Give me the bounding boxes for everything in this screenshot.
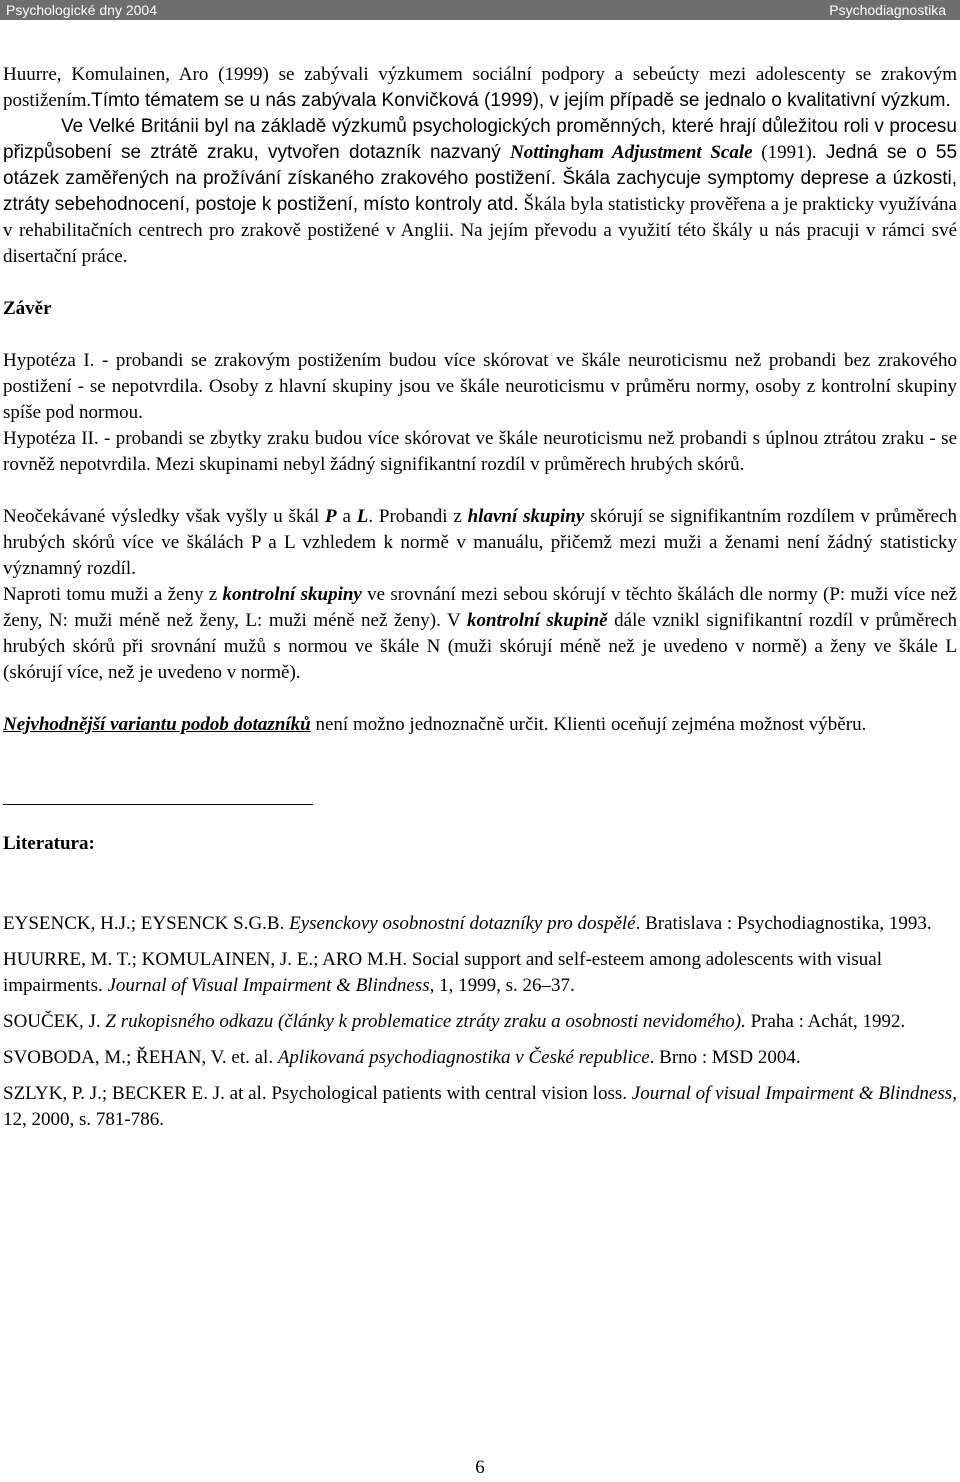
hypothesis-1: Hypotéza I. - probandi se zrakovým postižením budou více skórovat ve škále neuroticismu než probandi bez zrakového postižení - se nepotvrdila. Osoby z hlavní skupiny jsou ve škále neuroticismu v průměru normy, osoby z kontrolní skupiny spíše pod normou. (3, 350, 957, 423)
conclusion-heading: Závěr (3, 298, 52, 319)
intro-paragraph-1: Huurre, Komulainen, Aro (1999) se zabývali výzkumem sociální podpory a sebeúcty mezi adolescenty se zrakovým postižením.Tímto tématem se u nás zabývala Konvičková (1999), v jejím případě se jednalo o kvalitativní výzkum. (3, 64, 957, 111)
page-content (3, 62, 957, 1143)
reference-item: SZLYK, P. J.; BECKER E. J. at al. Psychological patients with central vision loss. Journal of visual Impairment & Blindness, 12, 2000, s. 781-786. (3, 1083, 957, 1130)
page-header (0, 0, 960, 20)
intro-paragraph-2: Ve Velké Británii byl na základě výzkumů psychologických proměnných, které hrají důležitou roli v procesu přizpůsobení se ztrátě zraku, vytvořen dotazník nazvaný Nottingham Adjustment Scale (1991). Jedná se o 55 otázek zaměřených na prožívání získaného zrakového postižení. Škála zachycuje symptomy deprese a úzkosti, ztráty sebehodnocení, postoje k postižení, místo kontroly atd. Škála byla statisticky prověřena a je prakticky využívána v rehabilitačních centrech pro zrakově postižené v Anglii. Na jejím převodu a využití této škály u nás pracuji v rámci své disertační práce. (3, 116, 958, 267)
control-group-paragraph: Naproti tomu muži a ženy z kontrolní skupiny ve srovnání mezi sebou skórují v těchto škálách dle normy (P: muži více než ženy, N: muži méně než ženy, L: muži méně než ženy). V kontrolní skupině dále vznikl signifikantní rozdíl v průměrech hrubých skórů při srovnání mužů s normou ve škále N (muži skórují méně než je uvedeno v normě) a ženy ve škále L (skórují více, než je uvedeno v normě). (3, 584, 958, 683)
references-list (3, 911, 957, 1133)
reference-item: SOUČEK, J. Z rukopisného odkazu (články k problematice ztráty zraku a osobnosti nevidomého). Praha : Achát, 1992. (3, 1011, 906, 1032)
reference-item: SVOBODA, M.; ŘEHAN, V. et. al. Aplikovaná psychodiagnostika v České republice. Brno : MSD 2004. (3, 1047, 801, 1068)
scale-title: Nottingham Adjustment Scale (509, 142, 753, 163)
header-conference: Psychologické dny 2004 (6, 2, 157, 18)
final-paragraph: Nejvhodnější variantu podob dotazníků není možno jednoznačně určit. Klienti oceňují zejména možnost výběru. (3, 714, 867, 735)
page-number: 6 (475, 1457, 485, 1478)
reference-item: HUURRE, M. T.; KOMULAINEN, J. E.; ARO M.H. Social support and self-esteem among adolescents with visual impairments. Journal of Visual Impairment & Blindness, 1, 1999, s. 26–37. (3, 949, 883, 996)
unexpected-results-paragraph: Neočekávané výsledky však vyšly u škál P a L. Probandi z hlavní skupiny skórují se signifikantním rozdílem v průměrech hrubých skórů více ve škálách P a L vzhledem k normě v manuálu, přičemž mezi muži a ženami není žádný statisticky významný rozdíl. (3, 506, 957, 579)
literature-heading: Literatura: (3, 833, 95, 854)
header-section: Psychodiagnostika (829, 2, 946, 18)
reference-item: EYSENCK, H.J.; EYSENCK S.G.B. Eysenckovy osobnostní dotazníky pro dospělé. Bratislava : Psychodiagnostika, 1993. (3, 913, 932, 934)
hypothesis-2: Hypotéza II. - probandi se zbytky zraku budou více skórovat ve škále neuroticismu než probandi s úplnou ztrátou zraku - se rovněž nepotvrdila. Mezi skupinami nebyl žádný signifikantní rozdíl v průměrech hrubých skórů. (3, 428, 957, 475)
